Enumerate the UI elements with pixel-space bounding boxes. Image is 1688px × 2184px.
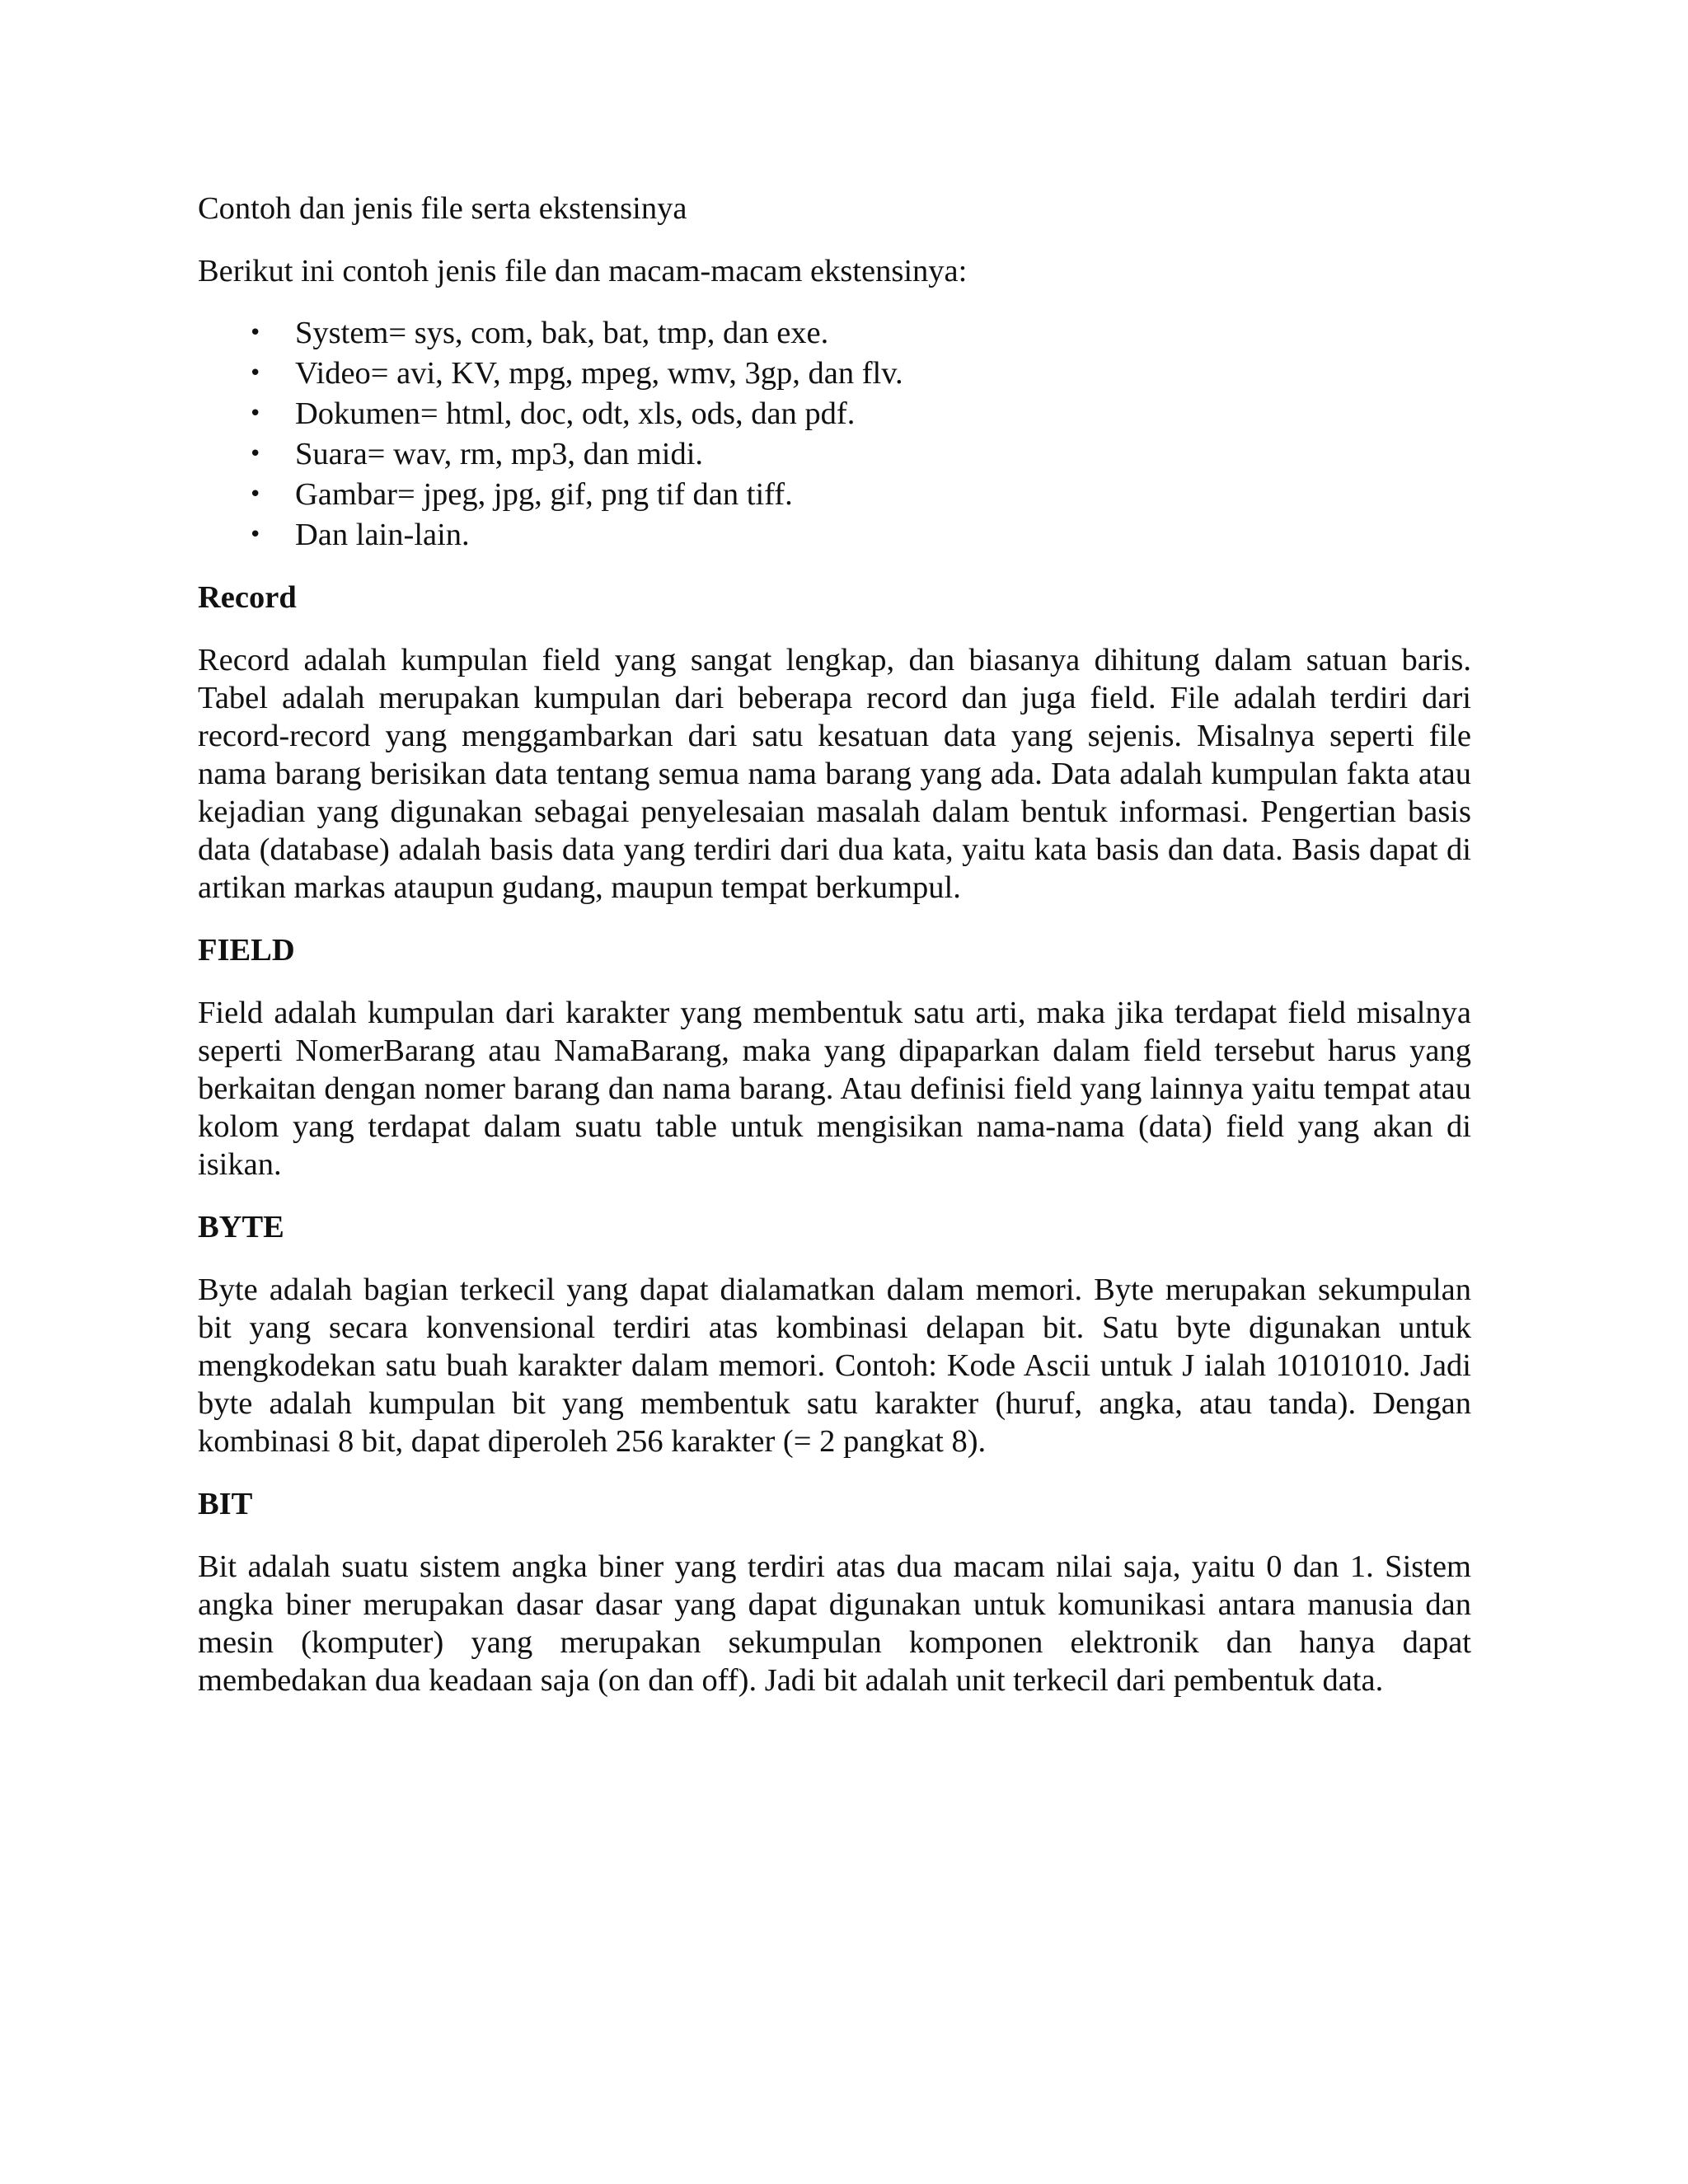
section-heading-record: Record (198, 580, 297, 615)
list-item-text: Dan lain-lain. (295, 518, 470, 552)
intro-title: Contoh dan jenis file serta ekstensinya (198, 191, 687, 226)
list-item-text: Video= avi, KV, mpg, mpeg, wmv, 3gp, dan flv. (295, 356, 903, 391)
extension-list (198, 313, 1471, 555)
intro-lead: Berikut ini contoh jenis file dan macam-macam ekstensinya: (198, 254, 968, 288)
section-body-field: Field adalah kumpulan dari karakter yang membentuk satu arti, maka jika terdapat field misalnya seperti NomerBarang atau NamaBarang, maka yang dipaparkan dalam field tersebut harus yang berkaitan dengan nomer barang dan nama barang. Atau definisi field yang lainnya yaitu tempat atau kolom yang terdapat dalam suatu table untuk mengisikan nama-nama (data) field yang akan di isikan. (198, 996, 1471, 1182)
section-byte (198, 1208, 1471, 1460)
bullet-icon: • (249, 482, 262, 507)
section-record (198, 579, 1471, 907)
list-item-text: System= sys, com, bak, bat, tmp, dan exe. (295, 316, 829, 350)
section-heading-byte: BYTE (198, 1210, 284, 1244)
section-field (198, 931, 1471, 1183)
section-body-record: Record adalah kumpulan field yang sangat lengkap, dan biasanya dihitung dalam satuan baris. Tabel adalah merupakan kumpulan dari beberapa record dan juga field. File adalah terdiri dari record-record yang menggambarkan dari satu kesatuan data yang sejenis. Misalnya seperti file nama barang berisikan data tentang semua nama barang yang ada. Data adalah kumpulan fakta atau kejadian yang digunakan sebagai penyelesaian masalah dalam bentuk informasi. Pengertian basis data (database) adalah basis data yang terdiri dari dua kata, yaitu kata basis dan data. Basis dapat di artikan markas ataupun gudang, maupun tempat berkumpul. (198, 643, 1471, 905)
section-heading-field: FIELD (198, 933, 295, 968)
bullet-icon: • (249, 321, 262, 345)
bullet-icon: • (249, 442, 262, 466)
list-item-text: Dokumen= html, doc, odt, xls, ods, dan pdf. (295, 396, 856, 431)
section-body-bit: Bit adalah suatu sistem angka biner yang terdiri atas dua macam nilai saja, yaitu 0 dan 1. Sistem angka biner merupakan dasar dasar yang dapat digunakan untuk komunikasi antara manusia dan mesin (komputer) yang merupakan sekumpulan komponen elektronik dan hanya dapat membedakan dua keadaan saja (on dan off). Jadi bit adalah unit terkecil dari pembentuk data. (198, 1549, 1471, 1698)
list-item-text: Suara= wav, rm, mp3, dan midi. (295, 437, 704, 471)
bullet-icon: • (249, 401, 262, 426)
section-heading-bit: BIT (198, 1487, 253, 1521)
list-item (198, 313, 1471, 354)
list-item (198, 354, 1471, 394)
list-item (198, 394, 1471, 434)
bullet-icon: • (249, 361, 262, 386)
section-body-byte: Byte adalah bagian terkecil yang dapat dialamatkan dalam memori. Byte merupakan sekumpulan bit yang secara konvensional terdiri atas kombinasi delapan bit. Satu byte digunakan untuk mengkodekan satu buah karakter dalam memori. Contoh: Kode Ascii untuk J ialah 10101010. Jadi byte adalah kumpulan bit yang membentuk satu karakter (huruf, angka, atau tanda). Dengan kombinasi 8 bit, dapat diperoleh 256 karakter (= 2 pangkat 8). (198, 1272, 1471, 1459)
bullet-icon: • (249, 523, 262, 547)
list-item (198, 434, 1471, 475)
document-content (198, 190, 1471, 1724)
list-item (198, 515, 1471, 555)
list-item (198, 475, 1471, 515)
section-bit (198, 1485, 1471, 1699)
list-item-text: Gambar= jpeg, jpg, gif, png tif dan tiff. (295, 477, 793, 512)
